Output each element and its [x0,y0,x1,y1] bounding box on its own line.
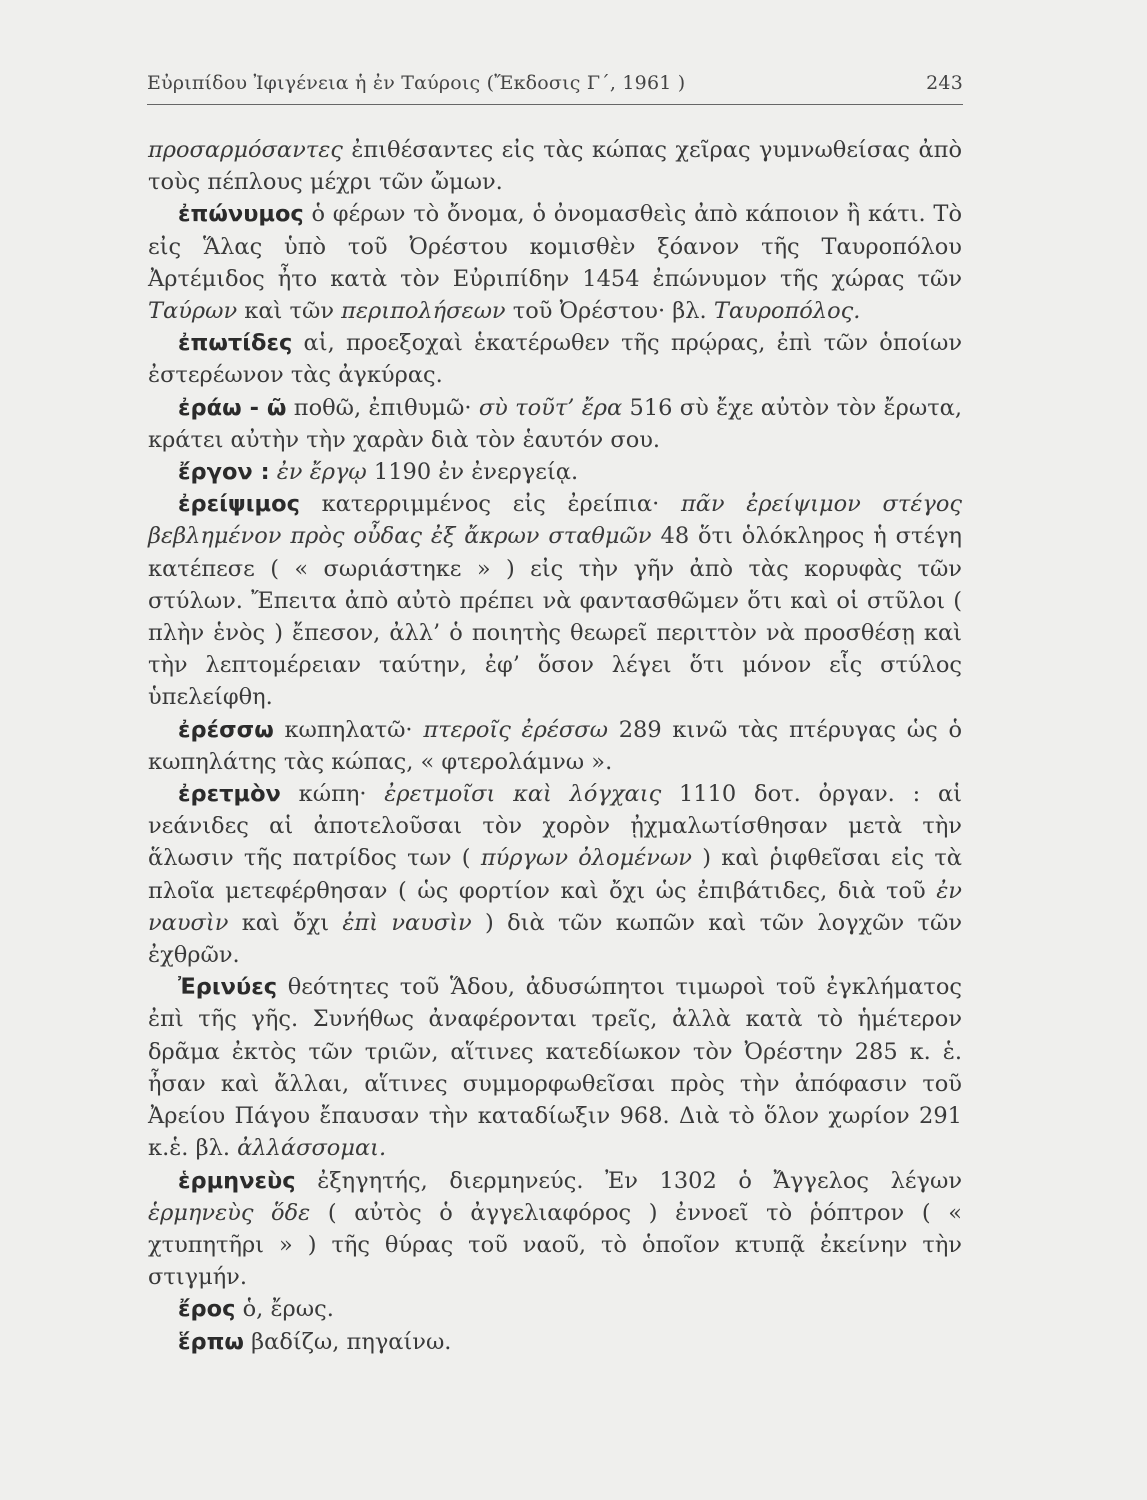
italic-quote: πτεροῖς ἐρέσσω [423,716,608,743]
entry-headword: ἐρέσσω [178,716,274,743]
italic-quote: Ταυροπόλος. [713,298,861,325]
italic-quote: ἐπὶ ναυσὶν [342,909,472,936]
entry-headword: ἔργον : [178,459,270,486]
entry-headword: ἕρπω [178,1328,244,1355]
glossary-entry [148,392,962,456]
entry-text: ὁ, ἔρως. [235,1296,334,1323]
entry-text: καὶ τῶν [237,298,342,325]
entry-headword: ἐράω - ῶ [178,394,287,421]
entry-text: βαδίζω, πηγαίνω. [243,1328,452,1355]
entry-headword: ἑρμηνεὺς [178,1167,296,1194]
entry-text: κώπη· [280,781,385,808]
entry-text: ἐπιθέσαντες εἰς τὰς κώπας χεῖρας γυμνωθείσας ἀπὸ τοὺς πέπλους μέχρι τῶν ὤμων. [148,137,962,196]
entry-headword: ἐπώνυμος [178,201,304,228]
glossary-entry [148,134,962,198]
entry-text [270,459,277,485]
entry-text: 1190 ἐν ἐνεργείᾳ. [366,459,579,486]
entry-text: τοῦ Ὀρέστου· βλ. [505,298,714,325]
italic-quote: ἑρμηνεὺς ὅδε [148,1199,311,1226]
entry-text: ) διὰ τῶν κωπῶν καὶ τῶν λογχῶν τῶν ἐχθρῶν. [148,909,962,969]
glossary-entry [148,778,962,971]
italic-quote: πᾶν ἐρείψιμον στέγος βεβλημένον πρὸς οὖδας ἐξ ἄκρων σταθμῶν [148,491,963,550]
entry-headword: ἐρετμὸν [178,781,281,808]
entry-text: θεότητες τοῦ Ἅδου, ἀδυσώπητοι τιμωροὶ τοῦ ἐγκλήματος ἐπὶ τῆς γῆς. Συνήθως ἀναφέρονται τρεῖς, ἀλλὰ κατὰ τὸ ἡμέτερον δρᾶμα ἐκτὸς τῶν τριῶν, αἵτινες κατεδίωκον τὸν Ὀρέστην 285 κ. ἑ. ἦσαν καὶ ἄλλαι, αἵτινες συμμορφωθεῖσαι πρὸς τὴν ἀπόφασιν τοῦ Ἀρείου Πάγου ἔπαυσαν τὴν καταδίωξιν 968. Διὰ τὸ ὅλον χωρίον 291 κ.ἑ. βλ. [148,974,962,1162]
glossary-entry [148,198,962,327]
entry-headword: Ἐρινύες [178,974,278,1001]
glossary-entry [148,1165,962,1294]
running-title: Εὐριπίδου Ἰφιγένεια ἡ ἐν Ταύροις (Ἔκδοσις Γ΄, 1961 ) [147,72,686,94]
glossary-entry [148,327,962,391]
entry-text: 516 σὺ ἔχε αὐτὸν τὸν ἔρωτα, κράτει αὐτὴν τὴν χαρὰν διὰ τὸν ἑαυτόν σου. [148,394,963,453]
entry-headword: ἐρείψιμος [178,491,300,518]
italic-quote: προσαρμόσαντες [148,137,343,163]
italic-quote: περιπολήσεων [341,298,506,325]
entry-text: αἱ, προεξοχαὶ ἑκατέρωθεν τῆς πρῴρας, ἐπὶ τῶν ὁποίων ἐστερέωνον τὰς ἀγκύρας. [148,330,962,389]
entry-text: κατερριμμένος εἰς ἐρείπια· [299,491,681,518]
italic-quote: ἐν ἔργῳ [276,459,367,486]
italic-quote: Ταύρων [148,298,238,325]
entry-text: ὁ φέρων τὸ ὄνομα, ὁ ὀνομασθεὶς ἀπὸ κάποιον ἢ κάτι. Τὸ εἰς Ἅλας ὑπὸ τοῦ Ὀρέστου κομισθὲν ξόανον τῆς Ταυροπόλου Ἀρτέμιδος ἦτο κατὰ τὸν Εὐριπίδην 1454 ἐπώνυμον τῆς χώρας τῶν [148,201,962,292]
glossary-entry [148,1326,962,1358]
italic-quote: ἐρετμοῖσι καὶ λόγχαις [384,781,662,808]
glossary-entry [148,456,962,488]
glossary-entry [148,971,962,1164]
entry-text: ποθῶ, ἐπιθυμῶ· [286,394,479,421]
glossary-entry [148,488,962,713]
entry-text: καὶ ὄχι [228,909,343,936]
italic-quote: ἀλλάσσομαι. [237,1135,387,1162]
header-rule [147,104,963,105]
glossary-entry [148,1293,962,1325]
entry-text: 289 κινῶ τὰς πτέρυγας ὡς ὁ κωπηλάτης τὰς κώπας, « φτερολάμνω ». [148,716,963,775]
glossary-body [148,134,962,1358]
entry-headword: ἔρος [178,1296,236,1323]
entry-headword: ἐπωτίδες [178,330,293,357]
running-header [147,72,963,94]
italic-quote: πύργων ὀλομένων [480,845,692,872]
italic-quote: ἐν ναυσὶν [148,877,962,936]
entry-text: 48 ὅτι ὁλόκληρος ἡ στέγη κατέπεσε ( « σωριάστηκε » ) εἰς τὴν γῆν ἀπὸ τὰς κορυφὰς τῶν στύλων. Ἔπειτα ἀπὸ αὐτὸ πρέπει νὰ φαντασθῶμεν ὅτι καὶ οἱ στῦλοι ( πλὴν ἑνὸς ) ἔπεσον, ἀλλ’ ὁ ποιητὴς θεωρεῖ περιττὸν νὰ προσθέσῃ καὶ τὴν λεπτομέρειαν ταύτην, ἐφ’ ὅσον λέγει ὅτι μόνον εἷς στύλος ὑπελείφθη. [148,523,963,711]
entry-text: ( αὐτὸς ὁ ἀγγελιαφόρος ) ἐννοεῖ τὸ ῥόπτρον ( « χτυπητῆρι » ) τῆς θύρας τοῦ ναοῦ, τὸ ὁποῖον κτυπᾷ ἐκείνην τὴν στιγμήν. [148,1199,962,1291]
page-number: 243 [926,72,963,94]
entry-text: κωπηλατῶ· [273,716,424,743]
entry-text: ἐξηγητής, διερμηνεύς. Ἐν 1302 ὁ Ἄγγελος λέγων [295,1167,962,1194]
entry-text: ) καὶ ῥιφθεῖσαι εἰς τὰ πλοῖα μετεφέρθησαν ( ὡς φορτίον καὶ ὄχι ὡς ἐπιβάτιδες, διὰ τοῦ [148,845,962,904]
italic-quote: σὺ τοῦτ’ ἔρα [478,394,623,421]
entry-text: 1110 δοτ. ὀργαν. : αἱ νεάνιδες αἱ ἀποτελοῦσαι τὸν χορὸν ᾐχμαλωτίσθησαν μετὰ τὴν ἅλωσιν τῆς πατρίδος των ( [148,781,962,872]
glossary-entry [148,714,962,778]
